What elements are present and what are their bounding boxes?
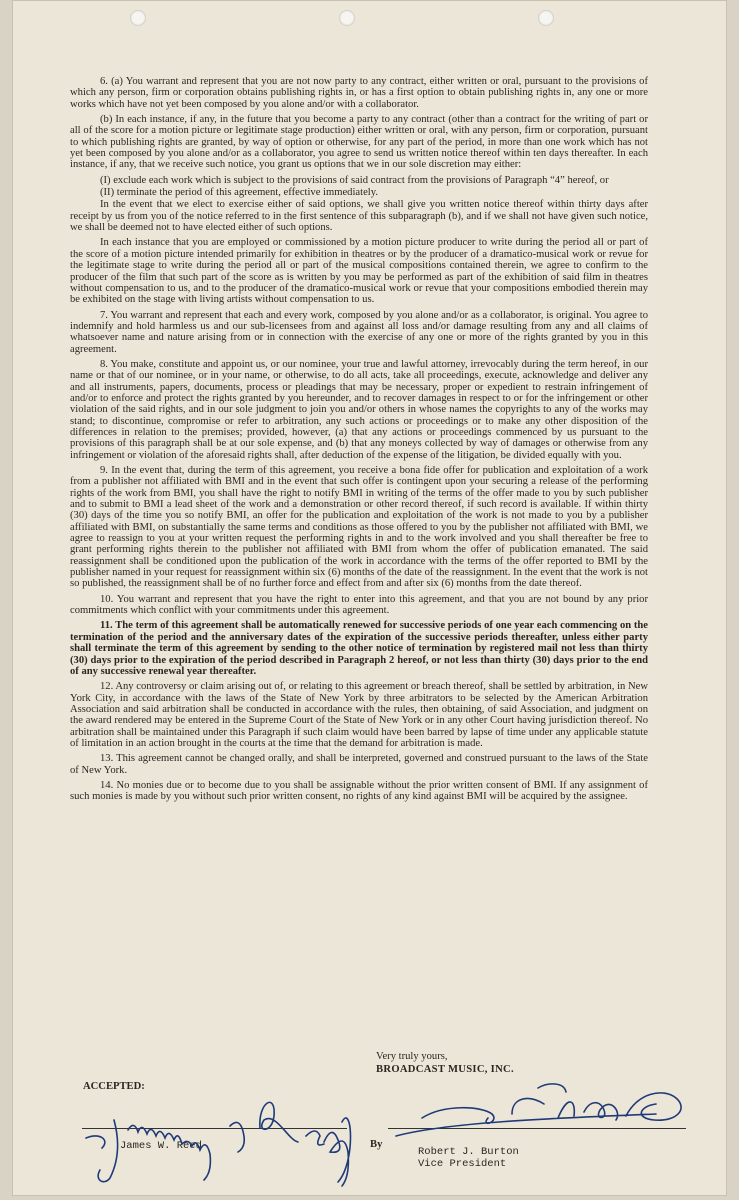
salutation: Very truly yours, [376,1051,448,1062]
company-signature-line [388,1128,686,1129]
contract-paragraph: 9. In the event that, during the term of this agreement, you receive a bona fide offer for publication and exploitation of a work from a publisher not affiliated with BMI and in the event that such offer is contingent upon your securing a release of the performing rights of the work from BMI, you shall have the right to notify BMI in writing of the terms of the offer made to you by such publisher and to submit to BMI a lead sheet of the work and a demonstration or other record thereof, if such record is available. If within thirty (30) days of the time you so notify BMI, an offer for the publication and exploitation of the work is not made to you by a publisher affiliated with BMI, on substantially the same terms and conditions as those offered to you by the publisher not affiliated with BMI, we agree to reassign to you at your written request the performing rights in and to the work involved and you shall thereafter be free to grant performing rights therein to the publisher not affiliated with BMI from whom the offer of publication emanated. The said reassignment shall be conditioned upon the publication of the work in accordance with the terms of the offer reported to BMI by the publisher named in your request for reassignment within six (6) months of the date of the reassignment. In the event that the work is not so published, the reassignment shall be of no further force and effect from and after six (6) months from the date thereof. [70,465,648,590]
signer-title: Vice President [418,1158,507,1170]
accepted-signature-line [82,1128,347,1129]
accepted-typed-name: James W. Reed [120,1140,202,1152]
binder-hole [339,10,355,26]
company-name: BROADCAST MUSIC, INC. [376,1064,514,1075]
contract-body [70,76,648,807]
contract-paragraph: 13. This agreement cannot be changed orally, and shall be interpreted, governed and construed pursuant to the laws of the State of New York. [70,753,648,776]
binder-hole [538,10,554,26]
contract-paragraph: (I) exclude each work which is subject to the provisions of said contract from the provisions of Paragraph “4” hereof, or [100,174,609,186]
contract-paragraph: 8. You make, constitute and appoint us, or our nominee, your true and lawful attorney, irrevocably during the term hereof, in our name or that of our nominee, or in your name, or otherwise, to do all acts, take all proceedings, execute, acknowledge and deliver any and all instruments, papers, documents, process or pleadings that may be necessary, proper or expedient to restrain infringement of and/or to enforce and protect the rights granted by you hereunder, and to recover damages in respect to or for the infringement or other violation of the said rights, and in our sole judgment to join you and/or others in whose names the copyrights to any of the works may stand; to discontinue, compromise or refer to arbitration, any such actions or proceedings or to make any other disposition of the differences in relation to the premises; provided, however, (a) that any actions or proceedings commenced by us pursuant to the provisions of this paragraph shall be at our sole expense, and (b) that any moneys collected by way of damages or otherwise from any infringement or violation of the aforesaid rights shall, after deduction of the expense of the litigation, be divided equally with you. [70,358,648,461]
binder-hole [130,10,146,26]
signer-name: Robert J. Burton [418,1146,519,1158]
signer-block [418,1146,519,1170]
contract-paragraph: In the event that we elect to exercise either of said options, we shall give you written notice thereof within thirty days after receipt by us from you of the notice referred to in the first sentence of this subparagraph (b), and if we shall not have given such notice, we shall be deemed not to have elected either of such options. [70,199,648,234]
contract-paragraph: 7. You warrant and represent that each and every work, composed by you alone and/or as a collaborator, is original. You agree to indemnify and hold harmless us and our sub-licensees from and against all loss and/or damage resulting from any and all claims of whatsoever name and nature arising from or in connection with the exercise of any one or more of the rights granted by you in this agreement. [70,309,648,355]
closing-block [376,1050,514,1076]
accepted-label: ACCEPTED: [83,1081,145,1092]
contract-paragraph: 6. (a) You warrant and represent that you are not now party to any contract, either written or oral, pursuant to the provisions of which any person, firm or corporation obtains publishing rights in, or has a first option to obtain publishing rights in, any one or more works which have not yet been composed by you alone and/or with a collaborator. [70,76,648,110]
contract-paragraph: In each instance that you are employed or commissioned by a motion picture producer to write during the period all or part of the score of a motion picture intended primarily for exhibition in theatres or by the producer of a dramatico-musical work or revue for the legitimate stage to write during the period all or part of the musical compositions contained therein, we agree to confirm to the producer of the film that such part of the score as is written by you may be performed as part of the exhibition of said film in theatres without compensation to us, and to the producer of the dramatico-musical work or revue that your compositions embodied therein may be exhibited on the stage with living artists without compensation to us. [70,237,648,306]
by-label: By [370,1139,383,1150]
contract-paragraph: 12. Any controversy or claim arising out of, or relating to this agreement or breach thereof, shall be settled by arbitration, in New York City, in accordance with the laws of the State of New York by three arbitrators to be selected by the American Arbitration Association and said arbitration shall be conducted in accordance with the rules, then obtaining, of said Association, and judgment on the award rendered may be entered in the Supreme Court of the State of New York or in any other Court having jurisdiction thereof. No arbitration shall be maintained under this Paragraph if such claim would have been barred by lapse of time under any applicable statute of limitation in an action brought in the courts at the time that the demand for arbitration is made. [70,681,648,749]
contract-paragraph: (II) terminate the period of this agreement, effective immediately. [100,187,378,199]
contract-paragraph: 10. You warrant and represent that you have the right to enter into this agreement, and that you are not bound by any prior commitments which conflict with your commitments under this agreement. [70,593,648,617]
contract-paragraph: 11. The term of this agreement shall be automatically renewed for successive periods of one year each commencing on the termination of the period and the anniversary dates of the expiration of the successive periods thereafter, unless either party shall terminate the term of this agreement by sending to the other notice of termination by registered mail not less than thirty (30) days prior to the expiration of the period described in Paragraph 2 hereof, or not less than thirty (30) days prior to the end of any successive renewal year thereafter. [70,620,648,677]
contract-paragraph: 14. No monies due or to become due to you shall be assignable without the prior written consent of BMI. If any assignment of such monies is made by you without such prior written consent, no rights of any kind against BMI will be acquired by the assignee. [70,779,648,803]
contract-paragraph: (b) In each instance, if any, in the future that you become a party to any contract (other than a contract for the writing of part or all of the score for a motion picture or legitimate stage production) either written or oral, with any person, firm or corporation, pursuant to which publishing rights are granted, by way of option or otherwise, for any part of the period, in more than one work which has not yet been composed by you alone and/or as a collaborator, you agree to send us written notice thereof within ten days thereafter. In each instance, if any, that we receive such notice, you grant us options that we in our sole discretion may either: [70,114,648,171]
